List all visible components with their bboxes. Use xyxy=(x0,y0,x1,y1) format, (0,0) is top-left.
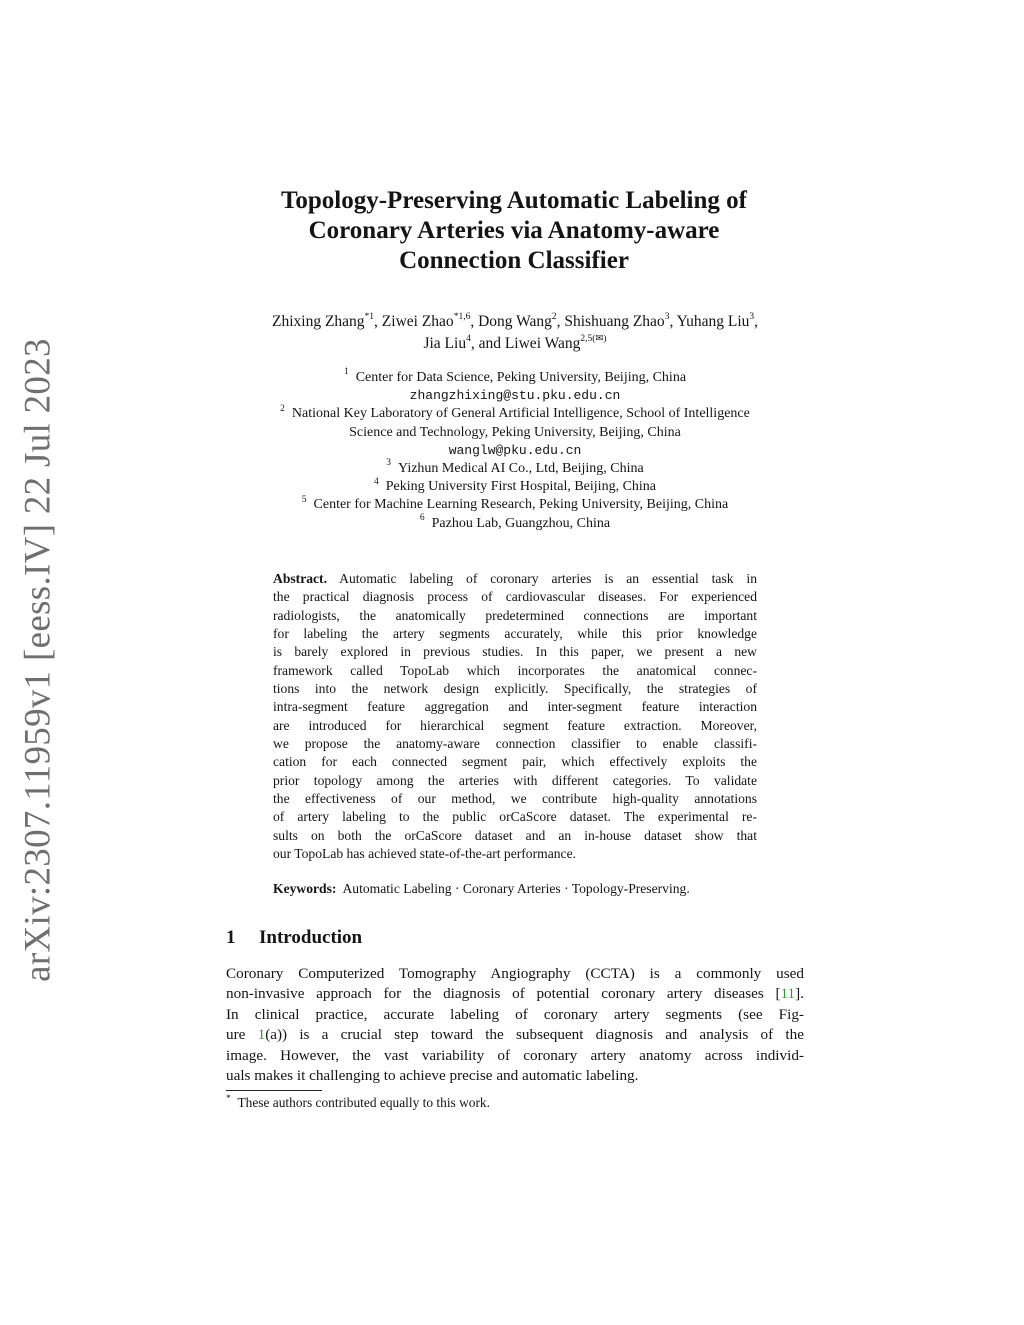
email-link[interactable]: zhangzhixing@stu.pku.edu.cn xyxy=(409,388,621,404)
author-name: Shishuang Zhao xyxy=(564,313,665,330)
body-line: uals makes it challenging to achieve precise and automatic labeling. xyxy=(226,1066,639,1084)
affiliation-line xyxy=(200,405,830,423)
affiliation-number: 2 xyxy=(280,403,285,414)
author-affiliation-mark: 3 xyxy=(749,311,755,322)
abstract-line: intra-segment feature aggregation and inter-segment feature interaction xyxy=(273,699,757,715)
affiliation-number: 6 xyxy=(419,512,425,523)
author-affiliation-mark: 3 xyxy=(664,311,670,322)
affiliation-line xyxy=(200,369,830,387)
title-line: Topology-Preserving Automatic Labeling of xyxy=(281,187,747,214)
author-name: Yuhang Liu xyxy=(676,313,750,330)
body-line xyxy=(226,1025,804,1045)
abstract-line: framework called TopoLab which incorporates the anatomical connec- xyxy=(273,662,757,678)
keywords-label: Keywords: xyxy=(273,881,337,896)
author-name: Ziwei Zhao xyxy=(381,313,454,330)
body-line: image. However, the vast variability of coronary artery anatomy across individ- xyxy=(226,1046,804,1064)
body-text: (a)) is a crucial step toward the subsequent diagnosis and analysis of the xyxy=(265,1026,804,1044)
affiliation-text: Center for Machine Learning Research, Peking University, Beijing, China xyxy=(313,497,729,513)
author-affiliation-mark: 2 xyxy=(551,311,557,322)
affiliation-text: Science and Technology, Peking University, Beijing, China xyxy=(349,424,681,440)
abstract xyxy=(273,570,757,864)
author-list xyxy=(200,311,830,355)
abstract-line: cation for each connected segment pair, which effectively exploits the xyxy=(273,754,757,770)
author-name: Jia Liu xyxy=(423,335,467,352)
body-line xyxy=(226,984,804,1004)
author-separator: , xyxy=(374,313,382,330)
affiliation-line xyxy=(200,496,830,514)
abstract-line: prior topology among the arteries with different categories. To validate xyxy=(273,772,757,788)
abstract-line: is barely explored in previous studies. In this paper, we present a new xyxy=(273,644,757,660)
affiliation-text: Center for Data Science, Peking University, Beijing, China xyxy=(355,370,687,385)
body-line: Coronary Computerized Tomography Angiography (CCTA) is a commonly used xyxy=(226,965,804,982)
footnote-divider xyxy=(226,1090,322,1091)
author-line xyxy=(200,333,830,355)
abstract-line: radiologists, the anatomically predetermined connections are important xyxy=(273,607,757,623)
paper-title xyxy=(232,186,796,276)
footnote-text: These authors contributed equally to this work. xyxy=(237,1095,490,1110)
affiliation-line xyxy=(200,424,830,442)
author-separator: , and xyxy=(470,335,505,352)
affiliation-text: National Key Laboratory of General Artificial Intelligence, School of Intelligence xyxy=(291,406,750,422)
abstract-line: of artery labeling to the public orCaScore dataset. The experimental re- xyxy=(273,809,757,825)
affiliation-list xyxy=(200,369,830,533)
author-name: Dong Wang xyxy=(478,313,552,330)
affiliation-number: 3 xyxy=(386,458,391,469)
section-number: 1 xyxy=(226,927,236,948)
body-line: In clinical practice, accurate labeling of coronary artery segments (see Fig- xyxy=(226,1005,804,1023)
body-text: ]. xyxy=(795,985,804,1003)
affiliation-line xyxy=(200,512,830,533)
arxiv-identifier: arXiv:2307.11959v1 [eess.IV] 22 Jul 2023 xyxy=(17,338,59,982)
affiliation-number: 1 xyxy=(343,367,349,378)
author-name: Zhixing Zhang xyxy=(271,313,365,330)
title-line: Connection Classifier xyxy=(399,247,629,274)
affiliation-text: Yizhun Medical AI Co., Ltd, Beijing, China xyxy=(397,461,644,477)
abstract-line: for labeling the artery segments accurately, while this prior knowledge xyxy=(273,626,757,642)
author-separator: , xyxy=(754,313,759,330)
title-line: Coronary Arteries via Anatomy-aware xyxy=(308,217,720,244)
email-link[interactable]: wanglw@pku.edu.cn xyxy=(448,442,582,458)
author-separator: , xyxy=(669,313,677,330)
author-name: Liwei Wang xyxy=(504,335,581,352)
abstract-line: the practical diagnosis process of cardiovascular diseases. For experienced xyxy=(273,589,757,605)
citation-link[interactable]: 11 xyxy=(780,985,796,1003)
affiliation-number: 5 xyxy=(301,494,307,505)
section-heading xyxy=(226,926,362,950)
affiliation-line xyxy=(200,460,830,478)
abstract-line: we propose the anatomy-aware connection classifier to enable classifi- xyxy=(273,736,757,752)
author-affiliation-mark: 4 xyxy=(466,333,471,344)
author-line xyxy=(200,311,830,333)
abstract-line: tions into the network design explicitly. Specifically, the strategies of xyxy=(273,681,757,697)
footnote xyxy=(226,1094,490,1112)
figure-reference-link[interactable]: 1 xyxy=(257,1026,266,1044)
author-affiliation-mark: *1,6 xyxy=(453,311,471,322)
author-separator: , xyxy=(470,313,479,330)
affiliation-line xyxy=(200,478,830,496)
affiliation-email xyxy=(200,387,830,405)
abstract-label: Abstract. xyxy=(273,571,327,586)
abstract-line xyxy=(273,570,757,588)
author-affiliation-mark: *1 xyxy=(364,311,375,322)
affiliation-email xyxy=(200,442,830,460)
section-title: Introduction xyxy=(259,927,363,948)
keywords-text: Automatic Labeling · Coronary Arteries · Topology-Preserving. xyxy=(342,881,690,896)
body-text: non-invasive approach for the diagnosis of potential coronary artery diseases [ xyxy=(226,985,781,1003)
abstract-line: the effectiveness of our method, we contribute high-quality annotations xyxy=(273,791,757,807)
affiliation-text: Pazhou Lab, Guangzhou, China xyxy=(431,515,611,531)
footnote-mark: * xyxy=(226,1093,231,1104)
body-text: ure xyxy=(226,1026,258,1044)
affiliation-number: 4 xyxy=(373,476,379,487)
abstract-line: our TopoLab has achieved state-of-the-art performance. xyxy=(273,846,577,862)
affiliation-text: Peking University First Hospital, Beijing, China xyxy=(385,479,657,495)
abstract-line: sults on both the orCaScore dataset and an in-house dataset show that xyxy=(273,827,757,843)
author-separator: , xyxy=(556,313,565,330)
author-affiliation-mark: 2,5(✉) xyxy=(580,333,607,344)
abstract-text: Automatic labeling of coronary arteries is an essential task in xyxy=(339,571,758,586)
arxiv-sidebar xyxy=(10,338,66,982)
keywords xyxy=(273,880,793,898)
abstract-line: are introduced for hierarchical segment feature extraction. Moreover, xyxy=(273,717,757,733)
intro-paragraph xyxy=(226,964,804,1086)
